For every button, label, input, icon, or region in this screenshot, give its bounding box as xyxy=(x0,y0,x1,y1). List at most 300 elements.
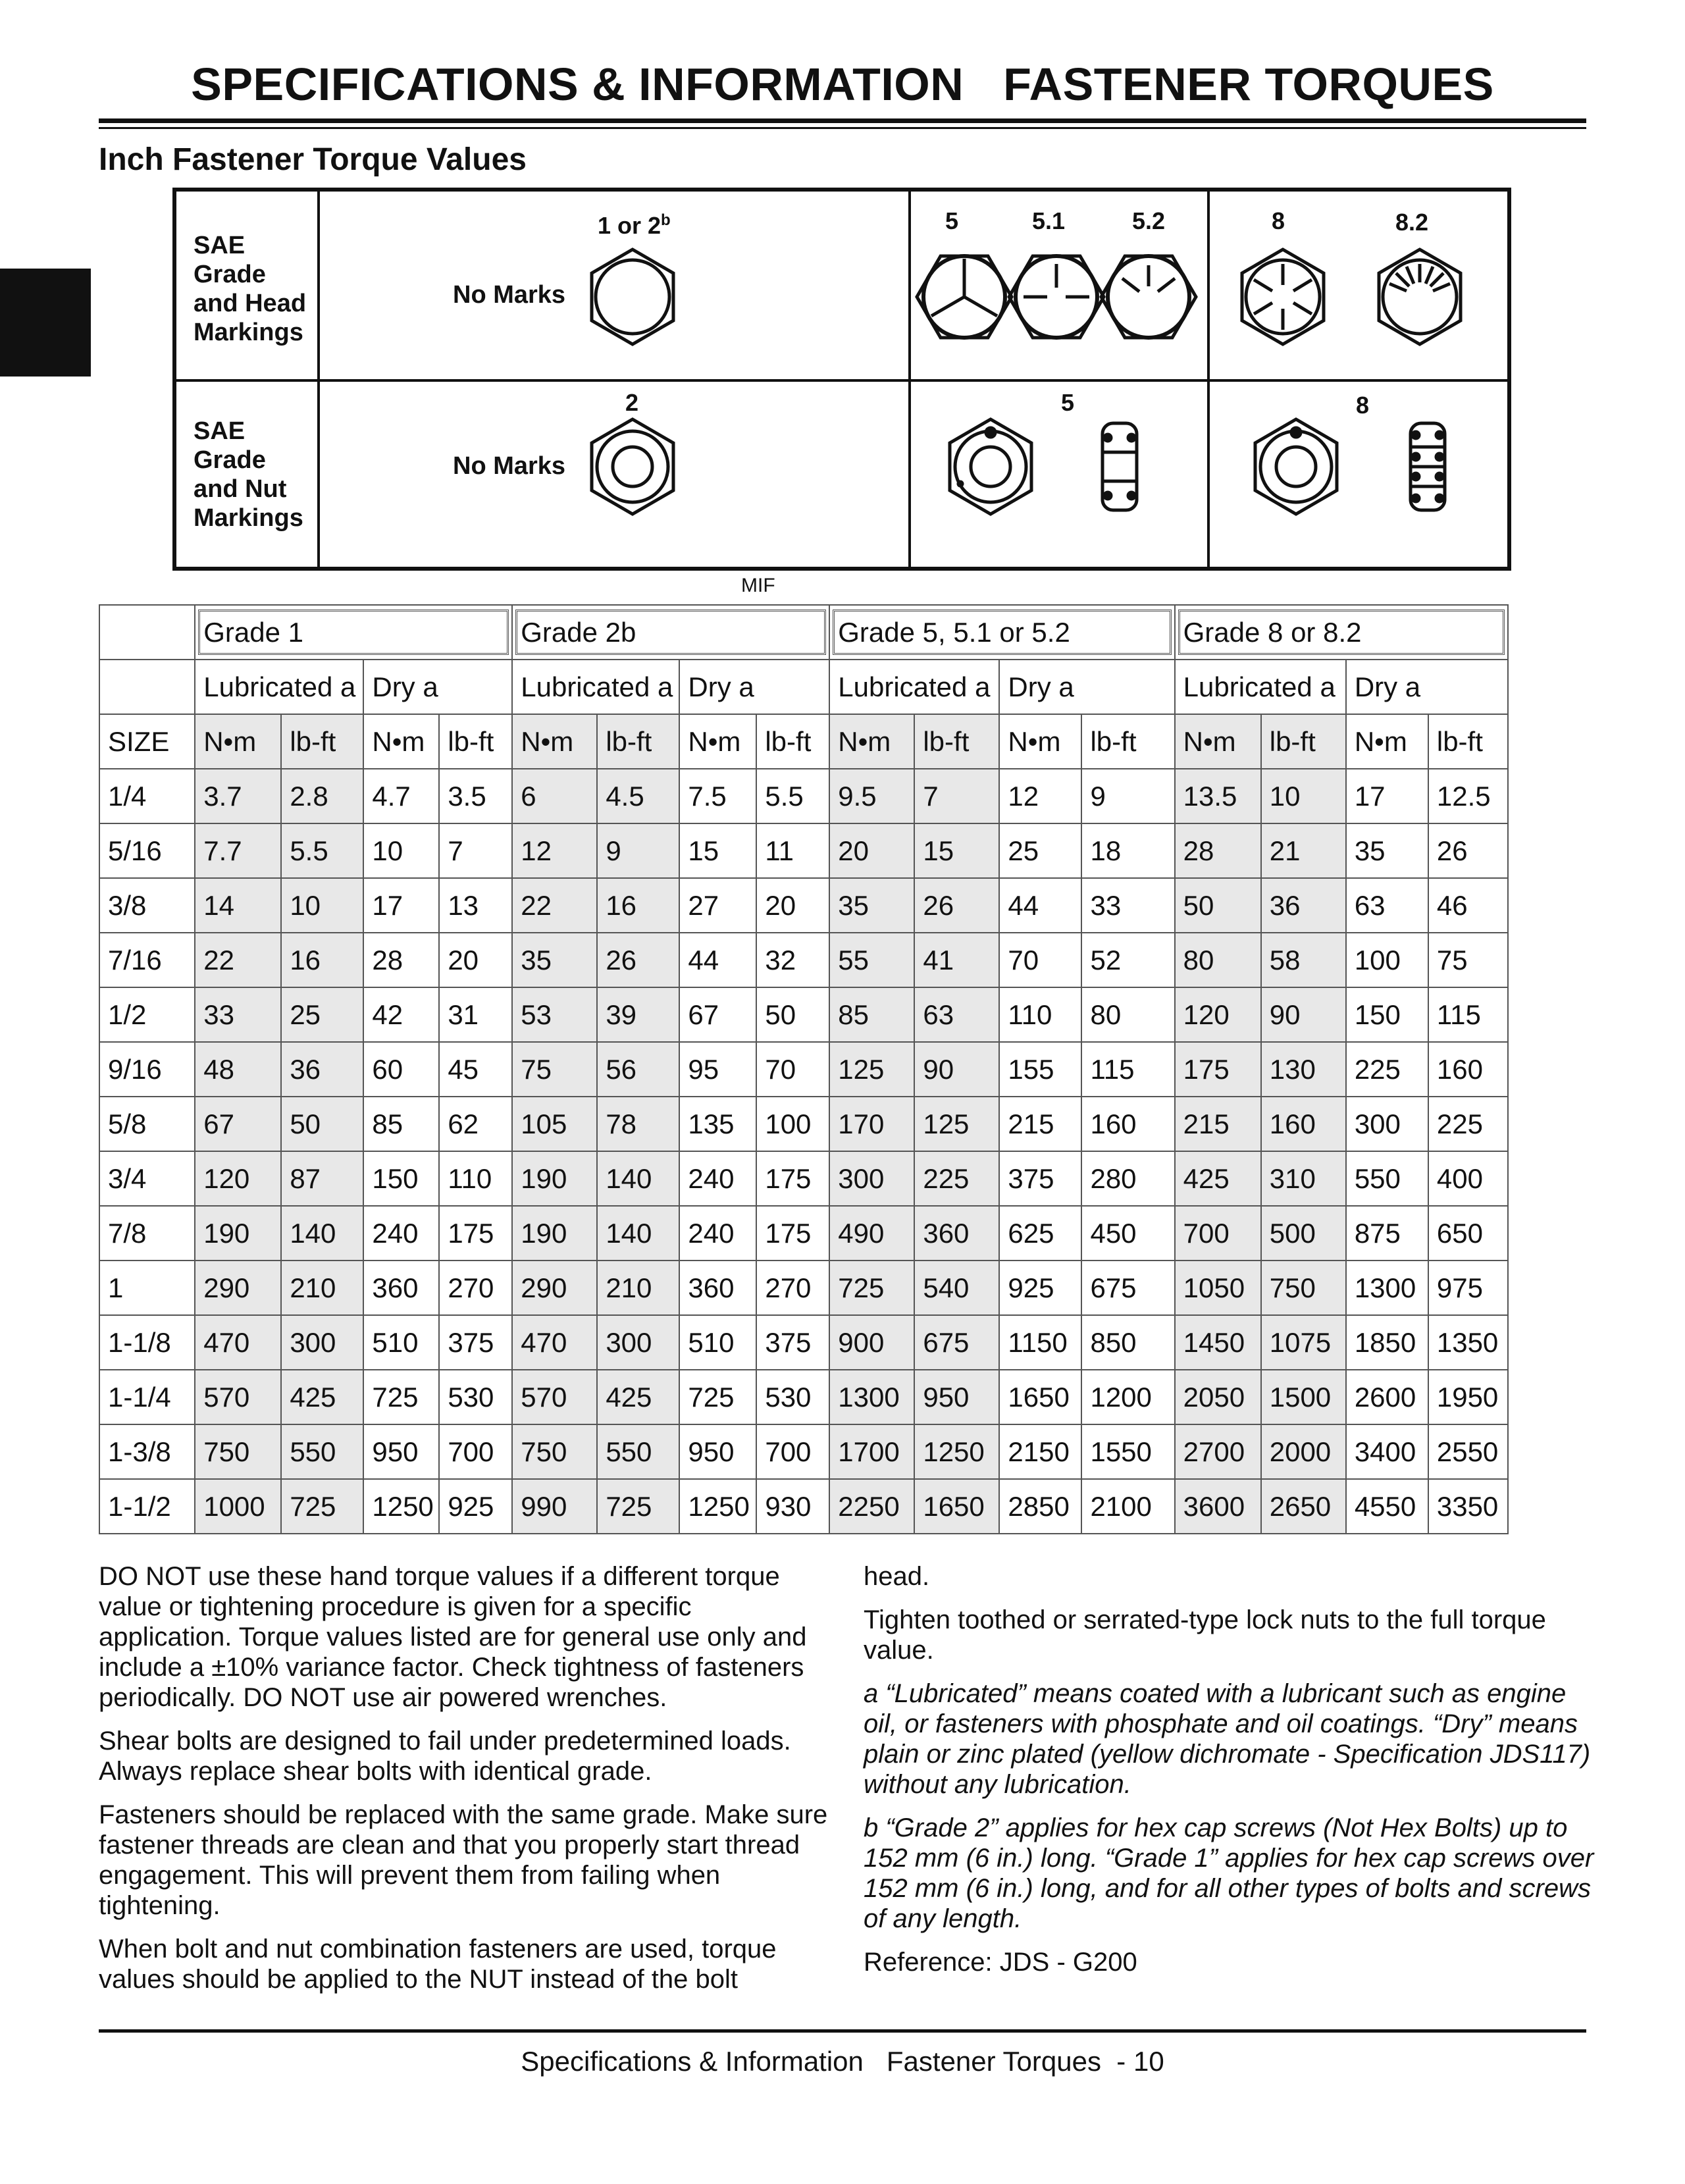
footnote-b: b “Grade 2” applies for hex cap screws (Not Hex Bolts) up to 152 mm (6 in.) long. “Grade 1” applies for hex cap screws over 152 mm (6 in.) long, and for all other types of bolts and screws of any length. xyxy=(864,1813,1594,1933)
grade-header-label: Grade 2b xyxy=(521,616,636,648)
torque-cell: 60 xyxy=(363,1042,439,1097)
torque-cell: 105 xyxy=(512,1097,597,1151)
table-row xyxy=(99,823,1508,878)
torque-cell: 53 xyxy=(512,987,597,1042)
table-row xyxy=(99,1315,1508,1370)
torque-cell: 750 xyxy=(512,1424,597,1479)
torque-cell: 725 xyxy=(597,1479,679,1534)
nut-markings-label: SAE Grade and Nut Markings xyxy=(194,417,303,532)
torque-cell: 7 xyxy=(914,769,999,823)
torque-cell: 1075 xyxy=(1261,1315,1346,1370)
torque-cell: 17 xyxy=(363,878,439,933)
torque-cell: 5.5 xyxy=(281,823,363,878)
torque-cell: 10 xyxy=(281,878,363,933)
torque-cell: 215 xyxy=(999,1097,1081,1151)
grade-header-row xyxy=(99,605,1508,660)
torque-cell: 240 xyxy=(363,1206,439,1261)
torque-cell: 725 xyxy=(679,1370,756,1424)
torque-cell: 1550 xyxy=(1081,1424,1174,1479)
torque-cell: 300 xyxy=(829,1151,914,1206)
torque-cell: 22 xyxy=(195,933,281,987)
table-row xyxy=(99,1261,1508,1315)
torque-cell: 50 xyxy=(756,987,829,1042)
torque-cell: 700 xyxy=(439,1424,512,1479)
torque-cell: 31 xyxy=(439,987,512,1042)
condition-header-row xyxy=(99,660,1508,714)
torque-cell: 375 xyxy=(439,1315,512,1370)
torque-cell: 750 xyxy=(195,1424,281,1479)
hex-nut-grade-8-icon xyxy=(1255,419,1337,514)
torque-cell: 62 xyxy=(439,1097,512,1151)
torque-cell: 1300 xyxy=(1346,1261,1428,1315)
torque-cell: 9.5 xyxy=(829,769,914,823)
torque-cell: 240 xyxy=(679,1151,756,1206)
unit-nm-header: N•m xyxy=(363,714,439,769)
hex-head-grade-8-icon xyxy=(1242,249,1324,344)
unit-nm-header: N•m xyxy=(829,714,914,769)
note-paragraph: Tighten toothed or serrated-type lock nuts to the full torque value. xyxy=(864,1605,1546,1665)
torque-cell: 160 xyxy=(1428,1042,1508,1097)
torque-cell: 450 xyxy=(1081,1206,1174,1261)
dry-header: Dry a xyxy=(1346,660,1508,714)
torque-cell: 48 xyxy=(195,1042,281,1097)
torque-cell: 70 xyxy=(756,1042,829,1097)
torque-cell: 510 xyxy=(363,1315,439,1370)
size-cell: 7/8 xyxy=(99,1206,195,1261)
torque-cell: 75 xyxy=(1428,933,1508,987)
torque-cell: 28 xyxy=(363,933,439,987)
torque-cell: 10 xyxy=(363,823,439,878)
torque-cell: 175 xyxy=(756,1151,829,1206)
header-rule-thin xyxy=(99,127,1586,129)
page-header-title: SPECIFICATIONS & INFORMATION FASTENER TORQUES xyxy=(191,59,1494,110)
torque-cell: 16 xyxy=(597,878,679,933)
torque-cell: 50 xyxy=(281,1097,363,1151)
size-cell: 7/16 xyxy=(99,933,195,987)
size-cell: 1 xyxy=(99,1261,195,1315)
torque-cell: 5.5 xyxy=(756,769,829,823)
torque-cell: 190 xyxy=(195,1206,281,1261)
torque-cell: 290 xyxy=(512,1261,597,1315)
sae-markings-figure xyxy=(172,188,1511,571)
torque-cell: 270 xyxy=(439,1261,512,1315)
torque-cell: 2600 xyxy=(1346,1370,1428,1424)
torque-cell: 45 xyxy=(439,1042,512,1097)
torque-cell: 50 xyxy=(1175,878,1261,933)
hex-head-grade-5-1-icon xyxy=(1009,256,1104,338)
torque-cell: 725 xyxy=(281,1479,363,1534)
head-grade-1or2-label: 1 or 2$^b$ xyxy=(598,211,671,239)
torque-cell: 675 xyxy=(914,1315,999,1370)
corner-cell xyxy=(99,605,195,660)
dry-header: Dry a xyxy=(679,660,829,714)
lubricated-header: Lubricated a xyxy=(512,660,679,714)
page-footer: Specifications & Information Fastener Torques - 10 xyxy=(521,2046,1164,2077)
head-grade-8-2-label: 8.2 xyxy=(1395,209,1429,236)
size-cell: 1-1/8 xyxy=(99,1315,195,1370)
torque-cell: 42 xyxy=(363,987,439,1042)
torque-cell: 26 xyxy=(914,878,999,933)
nut-side-view-grade-8-icon xyxy=(1411,423,1445,510)
table-row xyxy=(99,769,1508,823)
lubricated-header: Lubricated a xyxy=(195,660,363,714)
nut-grade-2-label: 2 xyxy=(625,389,639,416)
size-cell: 1/4 xyxy=(99,769,195,823)
torque-cell: 850 xyxy=(1081,1315,1174,1370)
torque-cell: 400 xyxy=(1428,1151,1508,1206)
footer-rule xyxy=(99,2029,1586,2033)
torque-cell: 2150 xyxy=(999,1424,1081,1479)
torque-cell: 2000 xyxy=(1261,1424,1346,1479)
size-cell: 3/8 xyxy=(99,878,195,933)
unit-lbft-header: lb-ft xyxy=(439,714,512,769)
torque-cell: 9 xyxy=(1081,769,1174,823)
torque-cell: 20 xyxy=(439,933,512,987)
torque-cell: 63 xyxy=(1346,878,1428,933)
torque-cell: 360 xyxy=(363,1261,439,1315)
size-header: SIZE xyxy=(99,714,195,769)
torque-cell: 44 xyxy=(999,878,1081,933)
table-row xyxy=(99,1042,1508,1097)
torque-cell: 375 xyxy=(756,1315,829,1370)
torque-cell: 1000 xyxy=(195,1479,281,1534)
table-row xyxy=(99,1097,1508,1151)
torque-cell: 52 xyxy=(1081,933,1174,987)
torque-cell: 110 xyxy=(439,1151,512,1206)
torque-cell: 4.7 xyxy=(363,769,439,823)
torque-cell: 3.5 xyxy=(439,769,512,823)
torque-cell: 7 xyxy=(439,823,512,878)
grade-header-label: Grade 8 or 8.2 xyxy=(1183,616,1362,648)
markings-drawings xyxy=(176,192,1507,567)
torque-cell: 25 xyxy=(999,823,1081,878)
unit-lbft-header: lb-ft xyxy=(281,714,363,769)
torque-cell: 9 xyxy=(597,823,679,878)
torque-cell: 135 xyxy=(679,1097,756,1151)
unit-lbft-header: lb-ft xyxy=(914,714,999,769)
torque-cell: 75 xyxy=(512,1042,597,1097)
torque-cell: 13.5 xyxy=(1175,769,1261,823)
torque-cell: 63 xyxy=(914,987,999,1042)
torque-cell: 33 xyxy=(1081,878,1174,933)
torque-cell: 375 xyxy=(999,1151,1081,1206)
unit-lbft-header: lb-ft xyxy=(1261,714,1346,769)
torque-cell: 190 xyxy=(512,1206,597,1261)
torque-cell: 87 xyxy=(281,1151,363,1206)
torque-cell: 930 xyxy=(756,1479,829,1534)
table-row xyxy=(99,987,1508,1042)
torque-cell: 2050 xyxy=(1175,1370,1261,1424)
torque-cell: 290 xyxy=(195,1261,281,1315)
torque-cell: 700 xyxy=(756,1424,829,1479)
torque-cell: 625 xyxy=(999,1206,1081,1261)
torque-cell: 55 xyxy=(829,933,914,987)
torque-cell: 925 xyxy=(439,1479,512,1534)
torque-cell: 2100 xyxy=(1081,1479,1174,1534)
unit-nm-header: N•m xyxy=(679,714,756,769)
head-grade-5-label: 5 xyxy=(945,207,959,234)
torque-cell: 550 xyxy=(281,1424,363,1479)
torque-cell: 12 xyxy=(999,769,1081,823)
torque-cell: 225 xyxy=(914,1151,999,1206)
nut-side-view-grade-5-icon xyxy=(1102,423,1137,510)
torque-cell: 425 xyxy=(281,1370,363,1424)
torque-cell: 280 xyxy=(1081,1151,1174,1206)
torque-cell: 310 xyxy=(1261,1151,1346,1206)
table-row xyxy=(99,1424,1508,1479)
torque-cell: 115 xyxy=(1081,1042,1174,1097)
torque-cell: 44 xyxy=(679,933,756,987)
torque-cell: 39 xyxy=(597,987,679,1042)
torque-cell: 125 xyxy=(914,1097,999,1151)
torque-cell: 16 xyxy=(281,933,363,987)
nut-no-marks-text: No Marks xyxy=(453,452,566,480)
head-grade-5-2-label: 5.2 xyxy=(1132,207,1166,234)
torque-cell: 2.8 xyxy=(281,769,363,823)
nut-grade-5-label: 5 xyxy=(1061,389,1075,416)
torque-cell: 3350 xyxy=(1428,1479,1508,1534)
notes-left-column xyxy=(99,1561,829,2008)
note-continuation: head. xyxy=(864,1562,930,1591)
torque-cell: 2550 xyxy=(1428,1424,1508,1479)
unit-lbft-header: lb-ft xyxy=(1081,714,1174,769)
size-cell: 5/16 xyxy=(99,823,195,878)
grade-header xyxy=(829,605,1174,660)
unit-nm-header: N•m xyxy=(512,714,597,769)
torque-cell: 36 xyxy=(1261,878,1346,933)
torque-cell: 12.5 xyxy=(1428,769,1508,823)
torque-cell: 90 xyxy=(1261,987,1346,1042)
torque-cell: 530 xyxy=(439,1370,512,1424)
table-row xyxy=(99,1151,1508,1206)
torque-cell: 85 xyxy=(829,987,914,1042)
torque-cell: 875 xyxy=(1346,1206,1428,1261)
hex-nut-grade-5-icon xyxy=(950,419,1031,514)
lubricated-header: Lubricated a xyxy=(829,660,999,714)
torque-cell: 46 xyxy=(1428,878,1508,933)
torque-cell: 80 xyxy=(1175,933,1261,987)
size-cell: 3/4 xyxy=(99,1151,195,1206)
torque-table-container xyxy=(99,604,1509,1534)
torque-cell: 300 xyxy=(1346,1097,1428,1151)
corner-cell xyxy=(99,660,195,714)
torque-cell: 700 xyxy=(1175,1206,1261,1261)
head-markings-label: SAE Grade and Head Markings xyxy=(194,232,307,346)
torque-cell: 1700 xyxy=(829,1424,914,1479)
torque-cell: 10 xyxy=(1261,769,1346,823)
grade-header-label: Grade 5, 5.1 or 5.2 xyxy=(838,616,1070,648)
torque-cell: 2650 xyxy=(1261,1479,1346,1534)
torque-cell: 12 xyxy=(512,823,597,878)
torque-cell: 150 xyxy=(1346,987,1428,1042)
section-tab-marker xyxy=(0,269,91,377)
torque-cell: 1650 xyxy=(999,1370,1081,1424)
torque-cell: 360 xyxy=(914,1206,999,1261)
torque-cell: 150 xyxy=(363,1151,439,1206)
hex-head-grade-8-2-icon xyxy=(1379,249,1461,344)
torque-cell: 675 xyxy=(1081,1261,1174,1315)
torque-cell: 80 xyxy=(1081,987,1174,1042)
torque-cell: 28 xyxy=(1175,823,1261,878)
torque-cell: 110 xyxy=(999,987,1081,1042)
torque-cell: 67 xyxy=(679,987,756,1042)
unit-nm-header: N•m xyxy=(999,714,1081,769)
torque-cell: 725 xyxy=(363,1370,439,1424)
torque-cell: 15 xyxy=(914,823,999,878)
torque-cell: 17 xyxy=(1346,769,1428,823)
torque-cell: 6 xyxy=(512,769,597,823)
torque-cell: 85 xyxy=(363,1097,439,1151)
torque-cell: 67 xyxy=(195,1097,281,1151)
torque-cell: 41 xyxy=(914,933,999,987)
torque-cell: 1250 xyxy=(363,1479,439,1534)
torque-cell: 1050 xyxy=(1175,1261,1261,1315)
torque-cell: 140 xyxy=(597,1151,679,1206)
torque-cell: 3400 xyxy=(1346,1424,1428,1479)
header-rule xyxy=(99,118,1586,123)
torque-cell: 530 xyxy=(756,1370,829,1424)
size-cell: 1-3/8 xyxy=(99,1424,195,1479)
nut-grade-8-label: 8 xyxy=(1356,392,1370,419)
size-cell: 9/16 xyxy=(99,1042,195,1097)
torque-cell: 155 xyxy=(999,1042,1081,1097)
section-title: Inch Fastener Torque Values xyxy=(99,142,527,177)
torque-cell: 900 xyxy=(829,1315,914,1370)
head-no-marks-text: No Marks xyxy=(453,281,566,309)
torque-cell: 1500 xyxy=(1261,1370,1346,1424)
torque-cell: 1450 xyxy=(1175,1315,1261,1370)
torque-cell: 70 xyxy=(999,933,1081,987)
dry-header: Dry a xyxy=(999,660,1174,714)
torque-cell: 175 xyxy=(1175,1042,1261,1097)
size-cell: 5/8 xyxy=(99,1097,195,1151)
torque-cell: 13 xyxy=(439,878,512,933)
torque-cell: 490 xyxy=(829,1206,914,1261)
torque-cell: 21 xyxy=(1261,823,1346,878)
torque-cell: 500 xyxy=(1261,1206,1346,1261)
torque-cell: 550 xyxy=(1346,1151,1428,1206)
torque-cell: 160 xyxy=(1081,1097,1174,1151)
torque-cell: 950 xyxy=(363,1424,439,1479)
torque-cell: 4.5 xyxy=(597,769,679,823)
torque-cell: 1300 xyxy=(829,1370,914,1424)
hex-nut-grade-2-icon xyxy=(592,419,673,514)
torque-cell: 4550 xyxy=(1346,1479,1428,1534)
torque-cell: 140 xyxy=(281,1206,363,1261)
size-cell: 1-1/2 xyxy=(99,1479,195,1534)
lubricated-header: Lubricated a xyxy=(1175,660,1346,714)
table-row xyxy=(99,1206,1508,1261)
torque-cell: 360 xyxy=(679,1261,756,1315)
torque-cell: 2250 xyxy=(829,1479,914,1534)
notes-right-column xyxy=(864,1561,1594,1990)
note-paragraph: Fasteners should be replaced with the same grade. Make sure fastener threads are clean and that you properly start thread engagement. This will prevent them from failing when tightening. xyxy=(99,1800,828,1920)
note-paragraph: When bolt and nut combination fasteners are used, torque values should be applied to the NUT instead of the bolt xyxy=(99,1935,777,1994)
table-row xyxy=(99,878,1508,933)
torque-cell: 1950 xyxy=(1428,1370,1508,1424)
torque-cell: 175 xyxy=(756,1206,829,1261)
torque-cell: 22 xyxy=(512,878,597,933)
torque-cell: 270 xyxy=(756,1261,829,1315)
hex-head-grade-5-icon xyxy=(917,256,1012,338)
hex-head-no-marks-icon xyxy=(592,249,673,344)
torque-cell: 120 xyxy=(195,1151,281,1206)
torque-cell: 190 xyxy=(512,1151,597,1206)
torque-cell: 26 xyxy=(597,933,679,987)
torque-cell: 1200 xyxy=(1081,1370,1174,1424)
torque-cell: 140 xyxy=(597,1206,679,1261)
torque-cell: 1250 xyxy=(914,1424,999,1479)
torque-cell: 470 xyxy=(195,1315,281,1370)
torque-cell: 510 xyxy=(679,1315,756,1370)
torque-cell: 33 xyxy=(195,987,281,1042)
footnote-a: a “Lubricated” means coated with a lubricant such as engine oil, or fasteners with phosphate and oil coatings. “Dry” means plain or zinc plated (yellow dichromate - Specification JDS117) without any lubrication. xyxy=(864,1679,1591,1799)
torque-cell: 160 xyxy=(1261,1097,1346,1151)
torque-cell: 3600 xyxy=(1175,1479,1261,1534)
torque-cell: 20 xyxy=(829,823,914,878)
table-row xyxy=(99,933,1508,987)
size-cell: 1-1/4 xyxy=(99,1370,195,1424)
torque-cell: 130 xyxy=(1261,1042,1346,1097)
grade-header-label: Grade 1 xyxy=(203,616,303,648)
dry-header: Dry a xyxy=(363,660,512,714)
note-paragraph: DO NOT use these hand torque values if a different torque value or tightening procedure is given for a specific application. Torque values listed are for general use only and include a ±10% variance factor. Check tightness of fasteners periodically. DO NOT use air powered wrenches. xyxy=(99,1562,807,1712)
hex-head-grade-5-2-icon xyxy=(1101,256,1196,338)
torque-cell: 300 xyxy=(597,1315,679,1370)
torque-cell: 300 xyxy=(281,1315,363,1370)
unit-lbft-header: lb-ft xyxy=(597,714,679,769)
torque-cell: 27 xyxy=(679,878,756,933)
torque-cell: 120 xyxy=(1175,987,1261,1042)
torque-cell: 210 xyxy=(281,1261,363,1315)
torque-cell: 975 xyxy=(1428,1261,1508,1315)
torque-cell: 14 xyxy=(195,878,281,933)
torque-cell: 925 xyxy=(999,1261,1081,1315)
torque-cell: 990 xyxy=(512,1479,597,1534)
unit-nm-header: N•m xyxy=(1346,714,1428,769)
torque-cell: 1850 xyxy=(1346,1315,1428,1370)
unit-lbft-header: lb-ft xyxy=(1428,714,1508,769)
torque-cell: 36 xyxy=(281,1042,363,1097)
torque-cell: 425 xyxy=(597,1370,679,1424)
torque-cell: 20 xyxy=(756,878,829,933)
head-grade-5-1-label: 5.1 xyxy=(1032,207,1066,234)
torque-cell: 725 xyxy=(829,1261,914,1315)
torque-cell: 35 xyxy=(512,933,597,987)
torque-cell: 950 xyxy=(679,1424,756,1479)
torque-cell: 95 xyxy=(679,1042,756,1097)
unit-lbft-header: lb-ft xyxy=(756,714,829,769)
grade-header xyxy=(1175,605,1508,660)
torque-cell: 78 xyxy=(597,1097,679,1151)
table-row xyxy=(99,1370,1508,1424)
torque-cell: 470 xyxy=(512,1315,597,1370)
torque-cell: 570 xyxy=(195,1370,281,1424)
torque-cell: 425 xyxy=(1175,1151,1261,1206)
table-row xyxy=(99,1479,1508,1534)
torque-cell: 225 xyxy=(1428,1097,1508,1151)
unit-nm-header: N•m xyxy=(1175,714,1261,769)
reference-note: Reference: JDS - G200 xyxy=(864,1948,1137,1977)
torque-cell: 125 xyxy=(829,1042,914,1097)
torque-cell: 170 xyxy=(829,1097,914,1151)
torque-cell: 7.5 xyxy=(679,769,756,823)
torque-cell: 25 xyxy=(281,987,363,1042)
torque-cell: 7.7 xyxy=(195,823,281,878)
note-paragraph: Shear bolts are designed to fail under predetermined loads. Always replace shear bolts with identical grade. xyxy=(99,1727,791,1786)
torque-cell: 15 xyxy=(679,823,756,878)
torque-cell: 3.7 xyxy=(195,769,281,823)
